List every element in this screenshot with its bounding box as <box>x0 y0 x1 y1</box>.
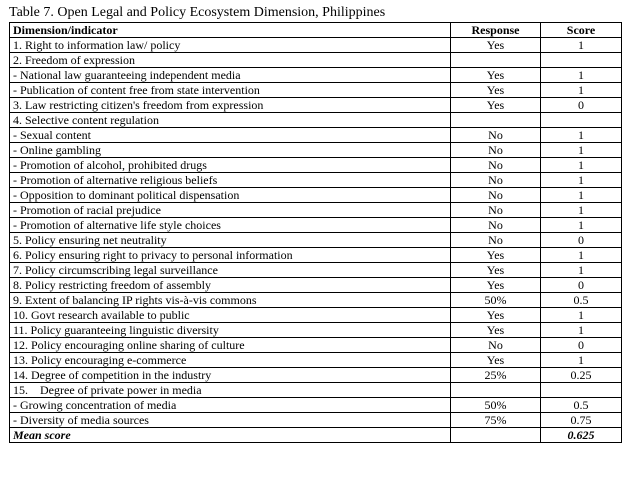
response-cell: 75% <box>451 413 541 428</box>
score-cell: 1 <box>541 128 622 143</box>
table-row <box>10 173 622 188</box>
response-cell: Yes <box>451 323 541 338</box>
table-row <box>10 128 622 143</box>
document-page <box>9 5 621 443</box>
score-cell: 0.25 <box>541 368 622 383</box>
indicator-cell: - Promotion of alternative life style choices <box>10 218 451 233</box>
table-row <box>10 83 622 98</box>
table-row <box>10 203 622 218</box>
header-score: Score <box>541 23 622 38</box>
table-row <box>10 113 622 128</box>
response-cell: No <box>451 143 541 158</box>
response-cell: No <box>451 203 541 218</box>
score-cell: 1 <box>541 203 622 218</box>
table-row <box>10 143 622 158</box>
indicator-cell: 14. Degree of competition in the industry <box>10 368 451 383</box>
table-row <box>10 158 622 173</box>
score-cell: 1 <box>541 143 622 158</box>
indicator-table <box>9 22 622 443</box>
mean-score-empty-cell <box>451 428 541 443</box>
response-cell: Yes <box>451 248 541 263</box>
indicator-cell: 10. Govt research available to public <box>10 308 451 323</box>
response-cell: Yes <box>451 98 541 113</box>
score-cell <box>541 113 622 128</box>
header-dimension: Dimension/indicator <box>10 23 451 38</box>
indicator-cell: 8. Policy restricting freedom of assembly <box>10 278 451 293</box>
indicator-cell: 1. Right to information law/ policy <box>10 38 451 53</box>
indicator-cell: - Online gambling <box>10 143 451 158</box>
response-cell: No <box>451 188 541 203</box>
table-row <box>10 188 622 203</box>
indicator-cell: - National law guaranteeing independent media <box>10 68 451 83</box>
score-cell: 1 <box>541 38 622 53</box>
score-cell: 1 <box>541 218 622 233</box>
score-cell: 1 <box>541 83 622 98</box>
score-cell: 1 <box>541 308 622 323</box>
indicator-cell: 6. Policy ensuring right to privacy to personal information <box>10 248 451 263</box>
score-cell: 0 <box>541 98 622 113</box>
score-cell: 0.5 <box>541 293 622 308</box>
score-cell: 1 <box>541 353 622 368</box>
response-cell <box>451 383 541 398</box>
response-cell: Yes <box>451 308 541 323</box>
response-cell: Yes <box>451 353 541 368</box>
table-row <box>10 278 622 293</box>
table-row <box>10 308 622 323</box>
score-cell: 0 <box>541 338 622 353</box>
response-cell: 50% <box>451 293 541 308</box>
table-row <box>10 68 622 83</box>
table-row <box>10 323 622 338</box>
score-cell <box>541 383 622 398</box>
response-cell: Yes <box>451 38 541 53</box>
table-row <box>10 98 622 113</box>
indicator-cell: - Promotion of alcohol, prohibited drugs <box>10 158 451 173</box>
table-row <box>10 53 622 68</box>
table-row <box>10 233 622 248</box>
indicator-cell: - Promotion of racial prejudice <box>10 203 451 218</box>
response-cell: 50% <box>451 398 541 413</box>
table-row <box>10 398 622 413</box>
score-cell: 0.75 <box>541 413 622 428</box>
score-cell: 0 <box>541 233 622 248</box>
response-cell: No <box>451 158 541 173</box>
response-cell <box>451 113 541 128</box>
table-row <box>10 368 622 383</box>
score-cell: 1 <box>541 248 622 263</box>
response-cell: Yes <box>451 83 541 98</box>
score-cell: 1 <box>541 263 622 278</box>
score-cell: 0 <box>541 278 622 293</box>
response-cell: No <box>451 218 541 233</box>
response-cell: No <box>451 173 541 188</box>
table-row <box>10 38 622 53</box>
mean-score-value: 0.625 <box>541 428 622 443</box>
mean-score-row <box>10 428 622 443</box>
response-cell: Yes <box>451 68 541 83</box>
score-cell: 1 <box>541 158 622 173</box>
table-row <box>10 218 622 233</box>
response-cell: No <box>451 233 541 248</box>
table-row <box>10 383 622 398</box>
score-cell: 1 <box>541 173 622 188</box>
mean-score-label: Mean score <box>10 428 451 443</box>
indicator-cell: 11. Policy guaranteeing linguistic diversity <box>10 323 451 338</box>
response-cell: Yes <box>451 263 541 278</box>
score-cell: 1 <box>541 323 622 338</box>
table-row <box>10 293 622 308</box>
score-cell: 1 <box>541 188 622 203</box>
score-cell: 0.5 <box>541 398 622 413</box>
indicator-cell: - Publication of content free from state intervention <box>10 83 451 98</box>
header-response: Response <box>451 23 541 38</box>
score-cell <box>541 53 622 68</box>
indicator-cell: 4. Selective content regulation <box>10 113 451 128</box>
indicator-cell: 2. Freedom of expression <box>10 53 451 68</box>
indicator-cell: 13. Policy encouraging e-commerce <box>10 353 451 368</box>
indicator-cell: - Opposition to dominant political dispensation <box>10 188 451 203</box>
indicator-cell: - Promotion of alternative religious beliefs <box>10 173 451 188</box>
score-cell: 1 <box>541 68 622 83</box>
table-row <box>10 338 622 353</box>
indicator-cell: 12. Policy encouraging online sharing of culture <box>10 338 451 353</box>
response-cell: No <box>451 338 541 353</box>
indicator-cell: - Growing concentration of media <box>10 398 451 413</box>
response-cell <box>451 53 541 68</box>
table-row <box>10 413 622 428</box>
response-cell: Yes <box>451 278 541 293</box>
indicator-cell: - Sexual content <box>10 128 451 143</box>
table-row <box>10 263 622 278</box>
indicator-cell: 3. Law restricting citizen's freedom from expression <box>10 98 451 113</box>
response-cell: No <box>451 128 541 143</box>
table-row <box>10 353 622 368</box>
table-caption: Table 7. Open Legal and Policy Ecosystem Dimension, Philippines <box>9 5 386 20</box>
indicator-cell: - Diversity of media sources <box>10 413 451 428</box>
response-cell: 25% <box>451 368 541 383</box>
indicator-cell: 9. Extent of balancing IP rights vis-à-vis commons <box>10 293 451 308</box>
indicator-cell: 7. Policy circumscribing legal surveillance <box>10 263 451 278</box>
indicator-cell: 5. Policy ensuring net neutrality <box>10 233 451 248</box>
indicator-cell: 15. Degree of private power in media <box>10 383 451 398</box>
table-header-row <box>10 23 622 38</box>
table-row <box>10 248 622 263</box>
